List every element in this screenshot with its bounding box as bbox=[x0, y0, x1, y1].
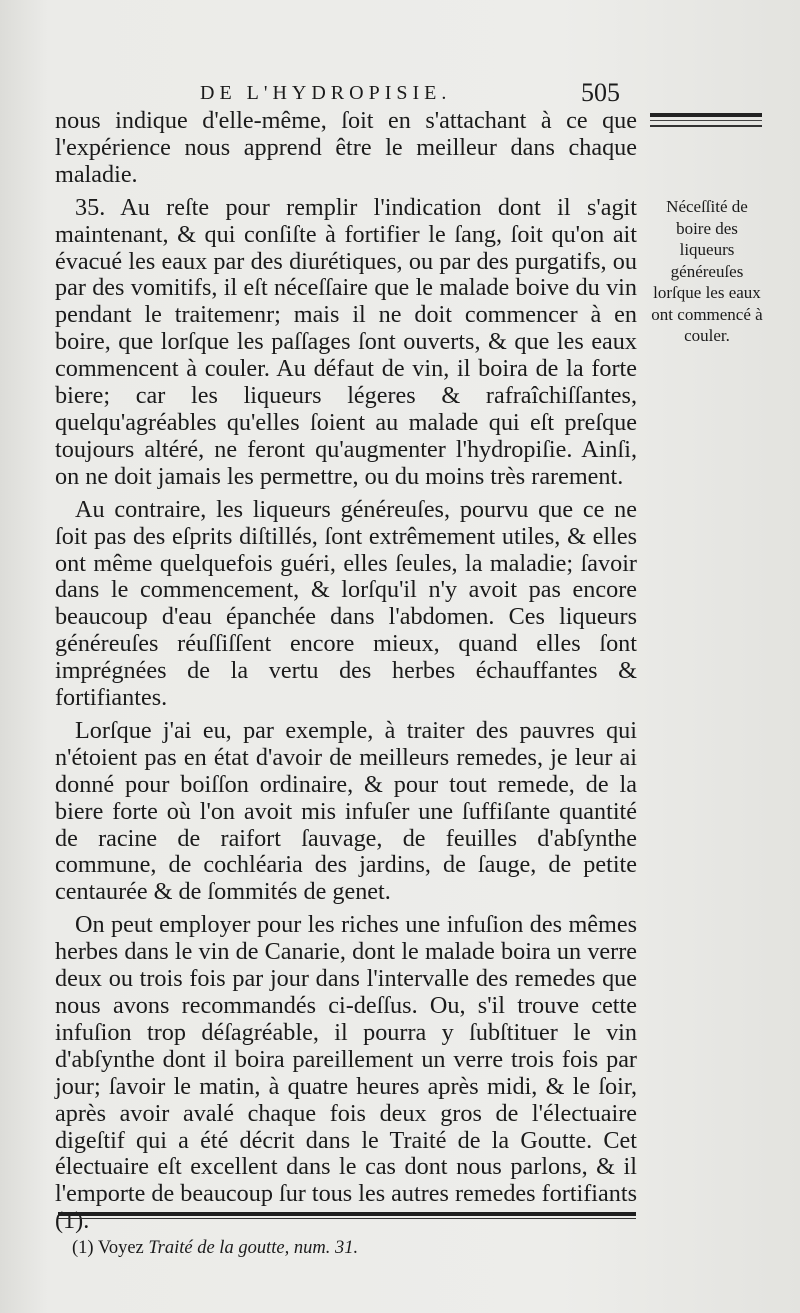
paragraph-liqueurs-genereuses: Au contraire, les liqueurs généreuſes, pourvu que ce ne ſoit pas des eſprits diſtillés, ſont extrêmement utiles, & elles ont même quelquefois guéri, elles ſeules, la maladie; ſavoir dans le commencement, & lorſqu'il n'y avoit pas encore beaucoup d'eau épanchée dans l'abdomen. Ces liqueurs généreuſes réuſſiſſent encore mieux, quand elles ſont imprégnées de la vertu des herbes échauffantes & fortifiantes. bbox=[55, 495, 637, 712]
paragraph-continuation: nous indique d'elle-même, ſoit en s'attachant à ce que l'expérience nous apprend être le meilleur dans chaque maladie. bbox=[55, 107, 637, 188]
paragraph-riches: On peut employer pour les riches une infuſion des mêmes herbes dans le vin de Canarie, dont le malade boira un verre deux ou trois fois par jour dans l'intervalle des remedes que nous avons recommandés ci-deſſus. Ou, s'il trouve cette infuſion trop déſagréable, il pourra y ſubſtituer le vin d'abſynthe dont il boira pareillement un verre trois fois par jour; ſavoir le matin, à quatre heures après midi, & le ſoir, après avoir avalé chaque fois deux gros de l'électuaire digeſtif qui a été décrit dans le Traité de la Goutte. Cet électuaire eſt excellent dans le cas dont nous parlons, & il l'emporte de beaucoup ſur tous les autres remedes fortifiants (1). bbox=[55, 911, 637, 1235]
footnote-title: Traité de la goutte, bbox=[148, 1238, 290, 1258]
footnote-marker: (1) Voyez bbox=[72, 1238, 144, 1258]
paragraph-pauvres: Lorſque j'ai eu, par exemple, à traiter des pauvres qui n'étoient pas en état d'avoir de meilleurs remedes, je leur ai donné pour boiſſon ordinaire, & pour tout remede, de la biere forte où l'on avoit mis infuſer une ſuffiſante quantité de racine de raifort ſauvage, de feuilles d'abſynthe commune, de cochléaria des jardins, de ſauge, de petite centaurée & de ſommités de genet. bbox=[55, 716, 637, 906]
footnote-rule bbox=[58, 1212, 636, 1219]
running-title: DE L'HYDROPISIE. bbox=[200, 82, 452, 104]
footnote-number: num. 31. bbox=[293, 1238, 359, 1258]
main-text bbox=[55, 108, 637, 1241]
page-number: 505 bbox=[581, 78, 620, 107]
paragraph-35: 35. Au reſte pour remplir l'indication dont il s'agit maintenant, & qui conſiſte à fortifier le ſang, ſoit qu'on ait évacué les eaux par des diurétiques, ou par des purgatifs, ou par des vomitifs, il eſt néceſſaire que le malade boive du vin pendant le traitemenr; mais il ne doit commencer à en boire, que lorſque les paſſages ſont ouverts, & que les eaux commencent à couler. Au défaut de vin, il boira de la forte biere; car les liqueurs légeres & rafraîchiſſantes, quelqu'agréables qu'elles ſoient au malade qui eſt preſque toujours altéré, ne feront qu'augmenter l'hydropiſie. Ainſi, on ne doit jamais les permettre, ou du moins très rarement. bbox=[55, 193, 637, 490]
page-header bbox=[200, 78, 620, 106]
margin-note: Néceſſité de boire des liqueurs généreuſes lorſque les eaux ont commencé à couler. bbox=[651, 197, 763, 345]
margin-rule bbox=[650, 113, 762, 127]
footnote bbox=[72, 1236, 612, 1260]
